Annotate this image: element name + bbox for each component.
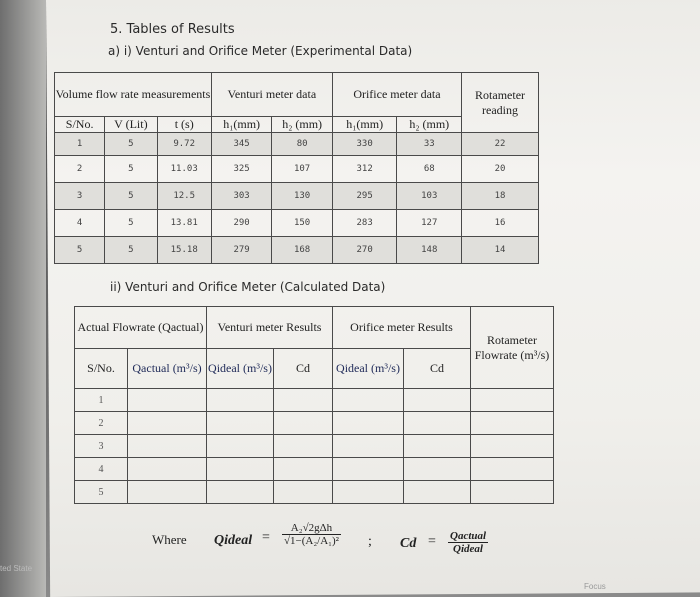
formula-denominator: √1−(A₂/A₁)²: [284, 535, 339, 547]
table-cell: 5: [105, 156, 157, 183]
part-a-title: a) i) Venturi and Orifice Meter (Experimental Data): [108, 44, 413, 58]
table-cell: 18: [462, 183, 539, 210]
table-cell: 330: [332, 133, 397, 156]
table-cell: 4: [55, 210, 105, 237]
table-cell: 5: [55, 237, 105, 264]
calculated-data-table: [74, 306, 554, 504]
venturi-cd-header: Cd: [274, 349, 333, 389]
row-number: 4: [75, 458, 128, 481]
group-header-orifice-results: Orifice meter Results: [333, 307, 471, 349]
empty-cell: [333, 435, 404, 458]
table-row: [55, 210, 539, 237]
table-cell: 80: [272, 133, 333, 156]
table-cell: 13.81: [157, 210, 211, 237]
row-number: 3: [75, 435, 128, 458]
empty-cell: [471, 389, 554, 412]
row-number: 5: [75, 481, 128, 504]
background-edge: [0, 0, 46, 597]
table-cell: 303: [211, 183, 272, 210]
col-header: V (Lit): [105, 117, 157, 133]
empty-cell: [128, 435, 207, 458]
table-row: [75, 412, 554, 435]
group-header-venturi: Venturi meter data: [211, 73, 332, 117]
empty-cell: [274, 389, 333, 412]
empty-cell: [404, 435, 471, 458]
table-cell: 283: [332, 210, 397, 237]
table-cell: 150: [272, 210, 333, 237]
formula-cd-fraction: [448, 530, 488, 555]
formula-cd-equals: =: [428, 534, 436, 549]
group-header-rotameter-flowrate: Rotameter Flowrate (m³/s): [471, 307, 554, 389]
table-cell: 270: [332, 237, 397, 264]
empty-cell: [471, 481, 554, 504]
table-cell: 22: [462, 133, 539, 156]
table-row: [55, 156, 539, 183]
empty-cell: [207, 389, 274, 412]
col-header: S/No.: [55, 117, 105, 133]
empty-cell: [471, 412, 554, 435]
group-header-orifice: Orifice meter data: [332, 73, 461, 117]
table-cell: 2: [55, 156, 105, 183]
sno-header: S/No.: [75, 349, 128, 389]
table-cell: 168: [272, 237, 333, 264]
empty-cell: [207, 412, 274, 435]
empty-cell: [333, 458, 404, 481]
table-row: [55, 237, 539, 264]
empty-cell: [404, 389, 471, 412]
group-header-venturi-results: Venturi meter Results: [207, 307, 333, 349]
venturi-qideal-header: Qideal (m³/s): [207, 349, 274, 389]
empty-cell: [274, 412, 333, 435]
table-row: [75, 458, 554, 481]
group-header-rotameter: Rotameter reading: [462, 73, 539, 133]
empty-cell: [274, 435, 333, 458]
col-header: t (s): [157, 117, 211, 133]
table-cell: 325: [211, 156, 272, 183]
section-title: 5. Tables of Results: [110, 22, 235, 37]
table-cell: 130: [272, 183, 333, 210]
table-cell: 15.18: [157, 237, 211, 264]
formula-numerator: A₂√2gΔh: [282, 522, 341, 535]
table-cell: 1: [55, 133, 105, 156]
formula-equals: =: [262, 530, 270, 545]
empty-cell: [207, 481, 274, 504]
formula-cd-denominator: Qideal: [453, 543, 483, 555]
table-row: [75, 481, 554, 504]
empty-cell: [274, 458, 333, 481]
table-cell: 11.03: [157, 156, 211, 183]
empty-cell: [128, 458, 207, 481]
formula-qideal-fraction: [282, 522, 341, 547]
focus-button[interactable]: Focus: [584, 582, 606, 591]
orifice-cd-header: Cd: [404, 349, 471, 389]
table-cell: 12.5: [157, 183, 211, 210]
table-cell: 5: [105, 237, 157, 264]
table-cell: 312: [332, 156, 397, 183]
orifice-qideal-header: Qideal (m³/s): [333, 349, 404, 389]
empty-cell: [128, 412, 207, 435]
empty-cell: [404, 458, 471, 481]
table-cell: 9.72: [157, 133, 211, 156]
empty-cell: [207, 435, 274, 458]
row-number: 1: [75, 389, 128, 412]
row-number: 2: [75, 412, 128, 435]
table-cell: 3: [55, 183, 105, 210]
table-cell: 127: [397, 210, 462, 237]
table-cell: 5: [105, 133, 157, 156]
experimental-data-table: [54, 72, 539, 264]
empty-cell: [471, 435, 554, 458]
table-row: [75, 435, 554, 458]
table-cell: 16: [462, 210, 539, 237]
group-header-volume: Volume flow rate measurements: [55, 73, 212, 117]
table-cell: 5: [105, 210, 157, 237]
table-cell: 14: [462, 237, 539, 264]
table-row: [55, 133, 539, 156]
table-row: [75, 389, 554, 412]
table-cell: 107: [272, 156, 333, 183]
qactual-header: Qactual (m³/s): [128, 349, 207, 389]
table-cell: 148: [397, 237, 462, 264]
empty-cell: [128, 481, 207, 504]
table-cell: 103: [397, 183, 462, 210]
empty-cell: [404, 481, 471, 504]
empty-cell: [128, 389, 207, 412]
table-cell: 279: [211, 237, 272, 264]
empty-cell: [404, 412, 471, 435]
formula-qideal-lhs: Qideal: [214, 533, 253, 548]
col-header: h₂ (mm): [397, 117, 462, 133]
empty-cell: [274, 481, 333, 504]
col-header: h₂ (mm): [272, 117, 333, 133]
table-row: [55, 183, 539, 210]
table-cell: 5: [105, 183, 157, 210]
formula-separator: ;: [368, 534, 372, 549]
col-header: h₁(mm): [211, 117, 272, 133]
empty-cell: [207, 458, 274, 481]
table-cell: 33: [397, 133, 462, 156]
formula-cd-lhs: Cd: [400, 536, 417, 551]
formula-cd-numerator: Qactual: [450, 530, 487, 542]
table-cell: 68: [397, 156, 462, 183]
group-header-actual-flowrate: Actual Flowrate (Qactual): [75, 307, 207, 349]
formula-where: Where: [152, 532, 187, 547]
table-cell: 295: [332, 183, 397, 210]
col-header: h₁(mm): [332, 117, 397, 133]
empty-cell: [333, 389, 404, 412]
empty-cell: [333, 412, 404, 435]
part-b-title: ii) Venturi and Orifice Meter (Calculated Data): [110, 280, 386, 294]
table-cell: 345: [211, 133, 272, 156]
table-cell: 290: [211, 210, 272, 237]
status-text: ted State: [0, 564, 33, 573]
table-cell: 20: [462, 156, 539, 183]
empty-cell: [471, 458, 554, 481]
empty-cell: [333, 481, 404, 504]
